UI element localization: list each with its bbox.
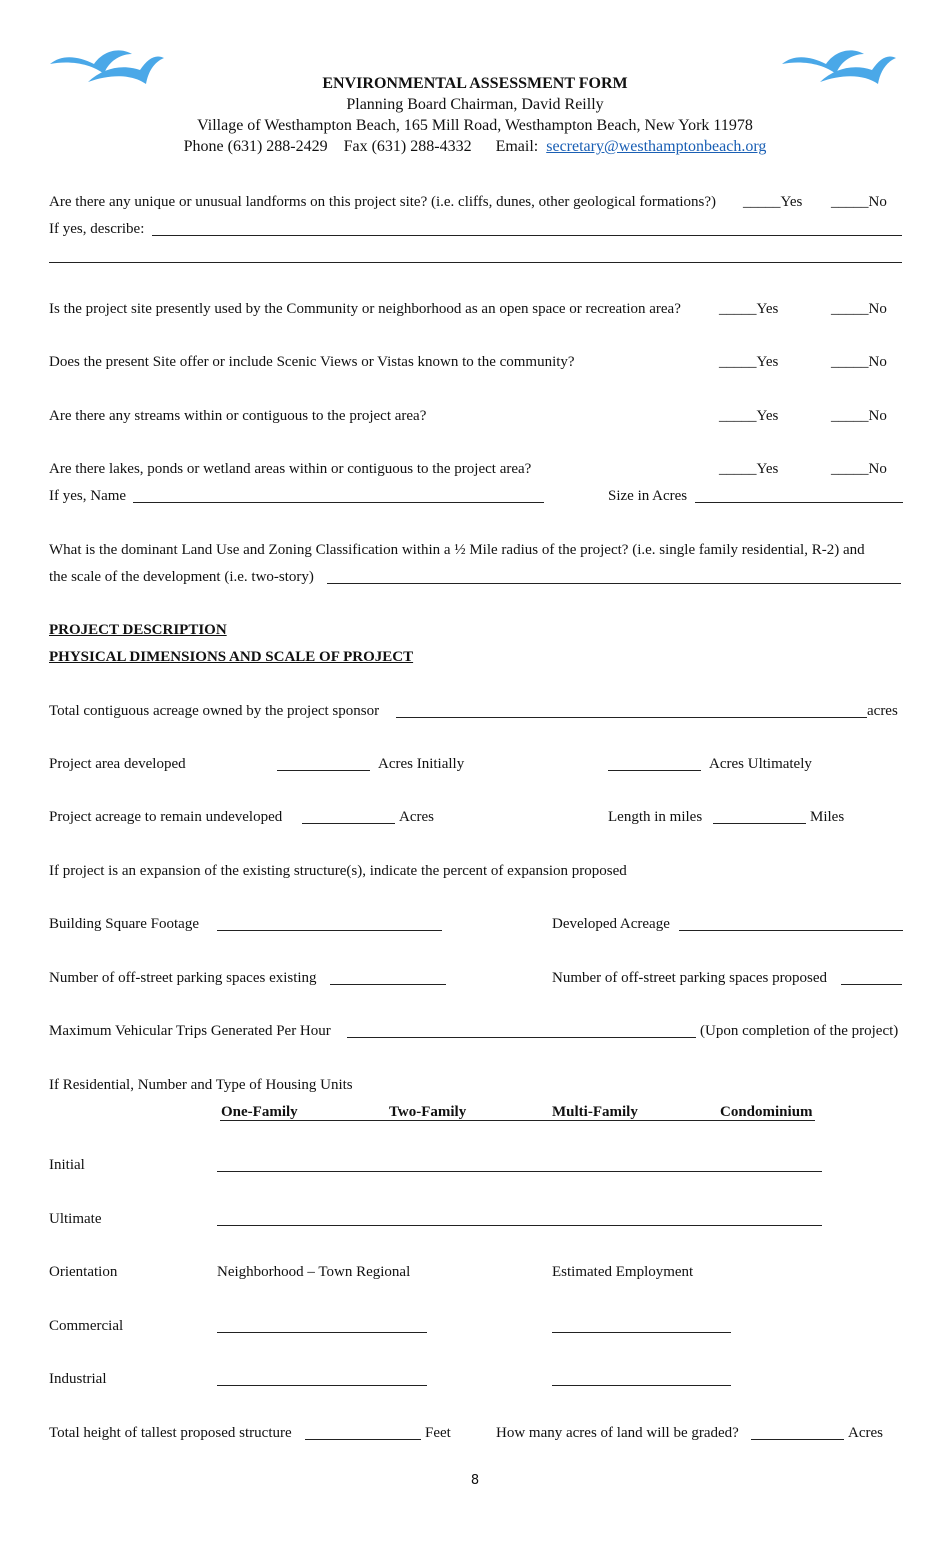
chairman: Planning Board Chairman, David Reilly <box>346 96 604 113</box>
industrial-orientation-field[interactable] <box>217 1385 427 1386</box>
acres-initially-label: Acres Initially <box>378 756 465 772</box>
lakes-name-label: If yes, Name <box>49 488 127 504</box>
page-number: 8 <box>470 1473 480 1488</box>
parking-proposed-label: Number of off-street parking spaces proposed <box>552 970 828 986</box>
ultimate-label: Ultimate <box>49 1211 102 1227</box>
initial-field[interactable] <box>217 1171 822 1172</box>
undeveloped-unit: Acres <box>399 809 434 825</box>
orientation-label: Orientation <box>49 1264 118 1280</box>
question-land-use: What is the dominant Land Use and Zoning Classification within a ½ Mile radius of the project? (i.e. single family residential, R-2) and <box>49 542 865 558</box>
graded-unit: Acres <box>848 1425 883 1441</box>
scenic-no[interactable]: _____No <box>831 354 887 370</box>
open-space-yes[interactable]: _____Yes <box>719 301 779 317</box>
column-multi-family: Multi-Family <box>552 1104 638 1120</box>
landforms-yes[interactable]: _____Yes <box>743 194 803 210</box>
question-open-space: Is the project site presently used by the Community or neighborhood as an open space or recreation area? <box>49 301 681 317</box>
housing-intro: If Residential, Number and Type of Housing Units <box>49 1077 353 1093</box>
streams-no[interactable]: _____No <box>831 408 887 424</box>
industrial-employment-field[interactable] <box>552 1385 731 1386</box>
form-title: ENVIRONMENTAL ASSESSMENT FORM <box>322 75 628 92</box>
commercial-orientation-field[interactable] <box>217 1332 427 1333</box>
landforms-describe-field[interactable] <box>152 235 902 236</box>
column-condominium: Condominium <box>720 1104 813 1120</box>
parking-existing-label: Number of off-street parking spaces existing <box>49 970 317 986</box>
vehicular-trips-field[interactable] <box>347 1037 696 1038</box>
undeveloped-label: Project acreage to remain undeveloped <box>49 809 283 825</box>
address: Village of Westhampton Beach, 165 Mill Road, Westhampton Beach, New York 11978 <box>197 117 753 134</box>
land-use-field[interactable] <box>327 583 901 584</box>
ultimate-field[interactable] <box>217 1225 822 1226</box>
developed-acreage-field[interactable] <box>679 930 903 931</box>
question-scenic: Does the present Site offer or include Scenic Views or Vistas known to the community? <box>49 354 575 370</box>
question-land-use-2: the scale of the development (i.e. two-story) <box>49 569 314 585</box>
developed-acreage-label: Developed Acreage <box>552 916 670 932</box>
landforms-describe-label: If yes, describe: <box>49 221 145 237</box>
graded-field[interactable] <box>751 1439 844 1440</box>
email-link[interactable]: secretary@westhamptonbeach.org <box>546 138 767 155</box>
question-lakes: Are there lakes, ponds or wetland areas within or contiguous to the project area? <box>49 461 532 477</box>
section-project-description: PROJECT DESCRIPTION <box>49 622 227 638</box>
initial-label: Initial <box>49 1157 85 1173</box>
tallest-structure-field[interactable] <box>305 1439 421 1440</box>
acres-ultimately-label: Acres Ultimately <box>709 756 812 772</box>
lakes-no[interactable]: _____No <box>831 461 887 477</box>
column-one-family: One-Family <box>221 1104 298 1120</box>
estimated-employment-label: Estimated Employment <box>552 1264 694 1280</box>
commercial-label: Commercial <box>49 1318 124 1334</box>
building-sqft-label: Building Square Footage <box>49 916 199 932</box>
acres-ultimately-field[interactable] <box>608 770 701 771</box>
tallest-structure-unit: Feet <box>425 1425 451 1441</box>
total-acreage-label: Total contiguous acreage owned by the project sponsor <box>49 703 380 719</box>
streams-yes[interactable]: _____Yes <box>719 408 779 424</box>
parking-existing-field[interactable] <box>330 984 446 985</box>
lakes-size-field[interactable] <box>695 502 903 503</box>
contact-line <box>0 138 950 156</box>
acres-initially-field[interactable] <box>277 770 370 771</box>
graded-label: How many acres of land will be graded? <box>496 1425 739 1441</box>
undeveloped-field[interactable] <box>302 823 395 824</box>
vehicular-trips-label: Maximum Vehicular Trips Generated Per Hour <box>49 1023 331 1039</box>
parking-proposed-field[interactable] <box>841 984 902 985</box>
upon-completion-note: (Upon completion of the project) <box>700 1023 899 1039</box>
section-physical-dimensions: PHYSICAL DIMENSIONS AND SCALE OF PROJECT <box>49 649 414 665</box>
length-label: Length in miles <box>608 809 703 825</box>
length-unit: Miles <box>810 809 845 825</box>
lakes-yes[interactable]: _____Yes <box>719 461 779 477</box>
building-sqft-field[interactable] <box>217 930 442 931</box>
total-acreage-unit: acres <box>867 703 898 719</box>
length-field[interactable] <box>713 823 806 824</box>
expansion-label: If project is an expansion of the existing structure(s), indicate the percent of expansion proposed <box>49 863 627 879</box>
email-label: Email: <box>495 138 539 155</box>
area-developed-label: Project area developed <box>49 756 186 772</box>
question-streams: Are there any streams within or contiguous to the project area? <box>49 408 427 424</box>
landforms-describe-field-2[interactable] <box>49 262 902 263</box>
fax: Fax (631) 288-4332 <box>343 138 472 155</box>
landforms-no[interactable]: _____No <box>831 194 887 210</box>
lakes-name-field[interactable] <box>133 502 544 503</box>
column-two-family: Two-Family <box>389 1104 467 1120</box>
tallest-structure-label: Total height of tallest proposed structure <box>49 1425 292 1441</box>
phone: Phone (631) 288-2429 <box>183 138 328 155</box>
scenic-yes[interactable]: _____Yes <box>719 354 779 370</box>
open-space-no[interactable]: _____No <box>831 301 887 317</box>
question-landforms: Are there any unique or unusual landforms on this project site? (i.e. cliffs, dunes, other geological formations?) <box>49 194 717 210</box>
commercial-employment-field[interactable] <box>552 1332 731 1333</box>
orientation-value: Neighborhood – Town Regional <box>217 1264 411 1280</box>
lakes-size-label: Size in Acres <box>608 488 688 504</box>
total-acreage-field[interactable] <box>396 717 867 718</box>
industrial-label: Industrial <box>49 1371 107 1387</box>
